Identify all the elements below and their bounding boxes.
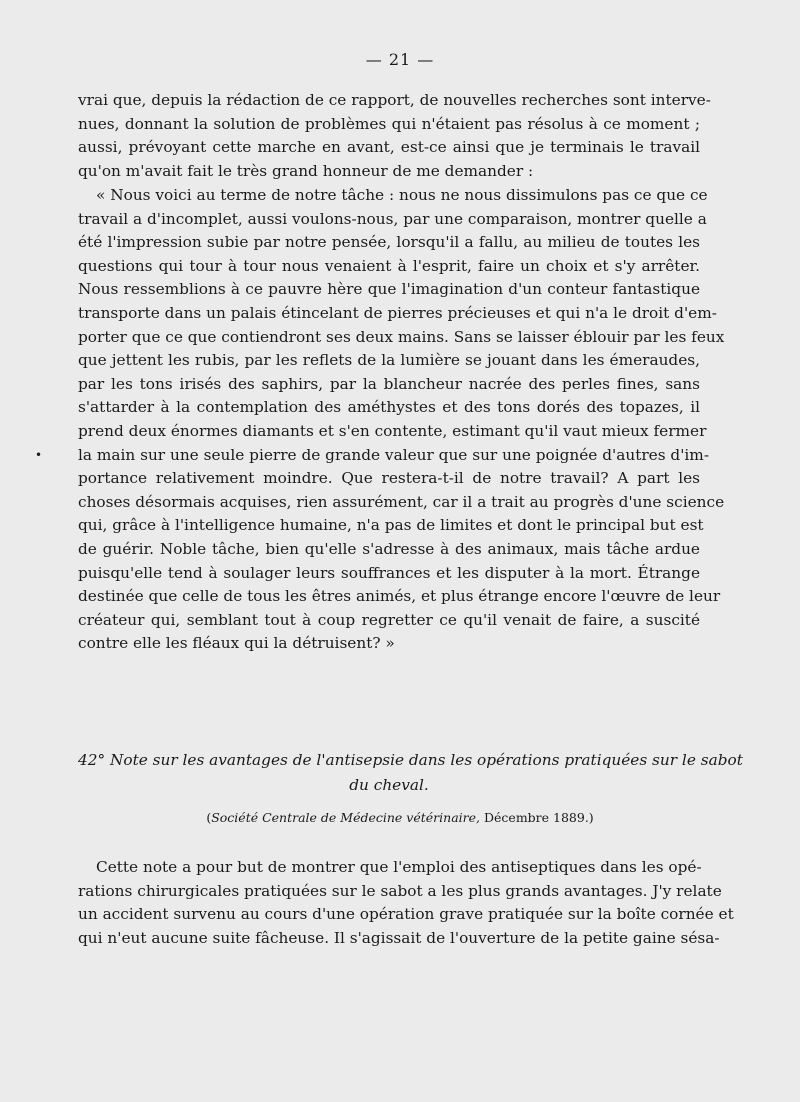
text-line: que jettent les rubis, par les reflets de la lumière se jouant dans les émeraudes,	[78, 351, 700, 370]
section-title	[78, 748, 743, 798]
text-line: destinée que celle de tous les êtres animés, et plus étrange encore l'œuvre de leur	[78, 587, 721, 606]
paragraph-note	[78, 856, 734, 950]
section-title-line: du cheval.	[349, 776, 429, 794]
text-line: transporte dans un palais étincelant de pierres précieuses et qui n'a le droit d'em-	[78, 303, 717, 322]
text-line: rations chirurgicales pratiquées sur le sabot a les plus grands avantages. J'y relate	[78, 881, 722, 900]
text-line: qu'on m'avait fait le très grand honneur de me demander :	[78, 161, 534, 180]
text-line: questions qui tour à tour nous venaient à l'esprit, faire un choix et s'y arrêter.	[78, 256, 700, 275]
text-line: vrai que, depuis la rédaction de ce rapport, de nouvelles recherches sont interve-	[78, 91, 711, 109]
text-line: Nous ressemblions à ce pauvre hère que l'imagination d'un conteur fantastique	[78, 280, 700, 299]
text-line: contre elle les fléaux qui la détruisent? »	[78, 634, 395, 653]
text-line: qui, grâce à l'intelligence humaine, n'a pas de limites et dont le principal but est	[78, 516, 704, 535]
text-line: été l'impression subie par notre pensée, lorsqu'il a fallu, au milieu de toutes les	[78, 233, 700, 252]
text-line: portance relativement moindre. Que restera-t-il de notre travail? A part les	[78, 469, 700, 488]
page-number: — 21 —	[365, 50, 435, 69]
citation-date: Décembre 1889.)	[484, 810, 594, 825]
text-line: choses désormais acquises, rien assurément, car il a trait au progrès d'une science	[78, 492, 725, 511]
text-line: créateur qui, semblant tout à coup regretter ce qu'il venait de faire, a suscité	[78, 610, 700, 629]
citation-society: Société Centrale de Médecine vétérinaire,	[211, 810, 481, 825]
text-line: Cette note a pour but de montrer que l'emploi des antiseptiques dans les opé-	[96, 858, 702, 876]
text-line: la main sur une seule pierre de grande valeur que sur une poignée d'autres d'im-	[78, 445, 709, 464]
text-line: par les tons irisés des saphirs, par la blancheur nacrée des perles fines, sans	[78, 374, 700, 393]
paragraph-intro	[78, 89, 711, 183]
text-line: de guérir. Noble tâche, bien qu'elle s'adresse à des animaux, mais tâche ardue	[78, 539, 700, 558]
text-line: « Nous voici au terme de notre tâche : nous ne nous dissimulons pas ce que ce	[96, 186, 708, 204]
text-line: s'attarder à la contemplation des améthystes et des tons dorés des topazes, il	[78, 398, 700, 417]
quoted-conclusion	[78, 184, 725, 656]
margin-dot: •	[35, 448, 43, 462]
text-line: qui n'eut aucune suite fâcheuse. Il s'agissait de l'ouverture de la petite gaine sésa-	[78, 928, 720, 947]
text-line: un accident survenu au cours d'une opération grave pratiquée sur la boîte cornée et	[78, 905, 734, 924]
text-line: aussi, prévoyant cette marche en avant, est-ce ainsi que je terminais le travail	[78, 138, 700, 157]
text-line: prend deux énormes diamants et s'en contente, estimant qu'il vaut mieux fermer	[78, 421, 707, 440]
source-citation	[0, 810, 800, 825]
section-title-line: 42° Note sur les avantages de l'antisepsie dans les opérations pratiquées sur le sabot	[78, 751, 743, 769]
citation-paren: (	[206, 810, 212, 825]
text-line: travail a d'incomplet, aussi voulons-nous, par une comparaison, montrer quelle a	[78, 209, 707, 228]
text-line: nues, donnant la solution de problèmes qui n'étaient pas résolus à ce moment ;	[78, 114, 700, 133]
text-line: puisqu'elle tend à soulager leurs souffrances et les disputer à la mort. Étrange	[78, 563, 700, 582]
text-line: porter que ce que contiendront ses deux mains. Sans se laisser éblouir par les feux	[78, 327, 725, 346]
